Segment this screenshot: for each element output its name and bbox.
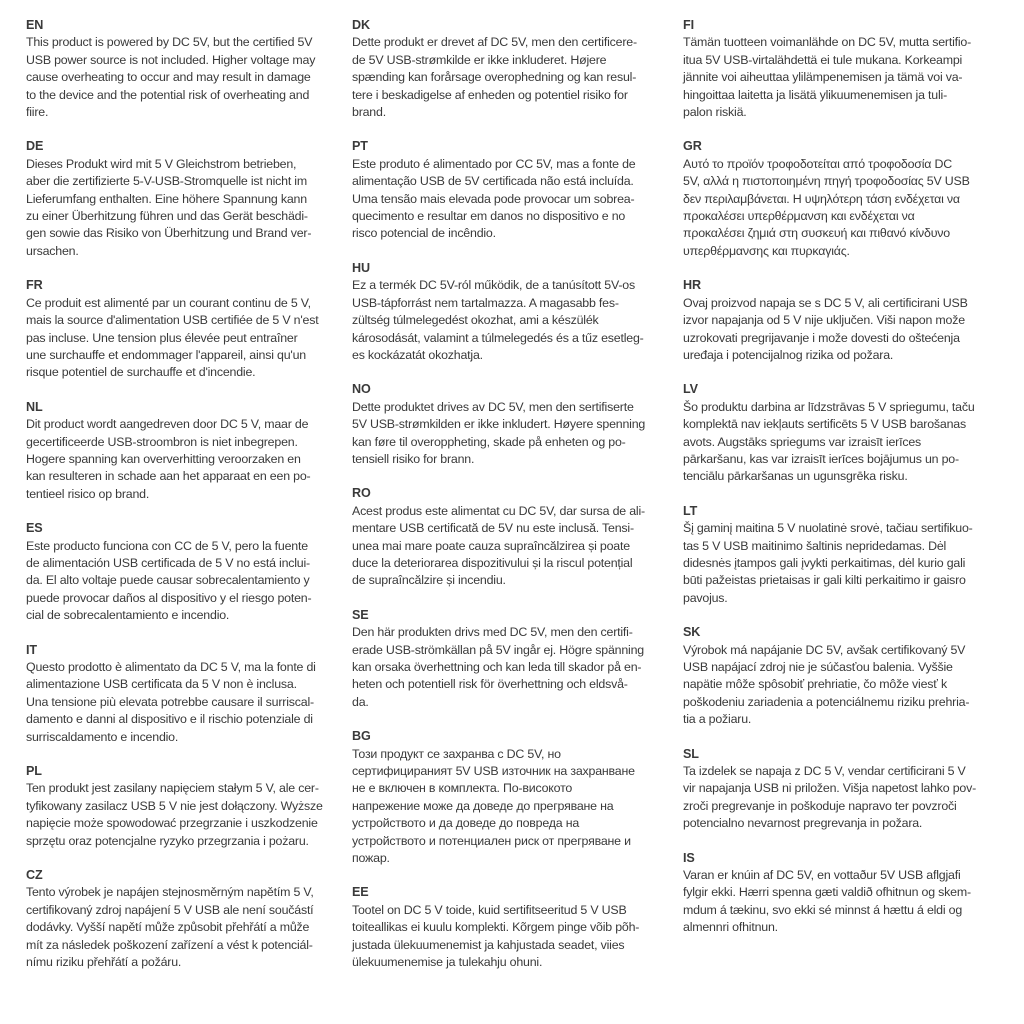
text-line: būti pažeistas prietaisas ir gali kilti perkaitimo ir gaisro: [683, 573, 966, 588]
language-section-fi: [683, 17, 1005, 121]
text-column-2: [352, 17, 674, 989]
text-line: gecertificeerde USB-stroombron is niet inbegrepen.: [26, 434, 298, 449]
text-line: puede provocar daños al dispositivo y el riesgo poten-: [26, 590, 312, 605]
text-line: vir napajanja USB ni priložen. Višja napetost lahko pov-: [683, 781, 977, 796]
text-line: mais la source d'alimentation USB certifiée de 5 V n'est: [26, 313, 319, 328]
text-line: da.: [352, 694, 369, 709]
text-line: устройството и потенциален риск от прегряване и: [352, 833, 631, 848]
text-line: uzrokovati pregrijavanje i može dovesti do oštećenja: [683, 330, 960, 345]
text-column-3: [683, 17, 1005, 954]
language-code-heading: BG: [352, 729, 371, 744]
text-line: napięcie może spowodować przegrzanie i uszkodzenie: [26, 816, 318, 831]
text-line: de alimentación USB certificada de 5 V no está inclui-: [26, 555, 310, 570]
text-line: fiire.: [26, 105, 49, 120]
text-line: brand.: [352, 105, 386, 120]
text-line: 5V USB-strømkilden er ikke inkludert. Høyere spenning: [352, 417, 646, 432]
text-line: pavojus.: [683, 590, 728, 605]
text-line: Ez a termék DC 5V-ról működik, de a tanúsított 5V-os: [352, 278, 635, 293]
language-section-es: [26, 520, 348, 624]
text-line: zu einer Überhitzung führen und das Gerät beschädi-: [26, 209, 308, 224]
language-code-heading: LT: [683, 503, 698, 518]
language-section-lt: [683, 503, 1005, 607]
language-code-heading: CZ: [26, 868, 43, 883]
text-line: erade USB-strömkällan på 5V ingår ej. Högre spänning: [352, 642, 644, 657]
text-line: USB napájací zdroj nie je súčasťou balenia. Vyššie: [683, 660, 953, 674]
text-line: hingoittaa laitetta ja lisätä ylikuumenemisen ja tuli-: [683, 87, 948, 102]
language-section-gr: [683, 138, 1005, 260]
text-line: justada ülekuumenemist ja kahjustada seadet, viies: [352, 937, 625, 952]
text-line: Lieferumfang enthalten. Eine höhere Spannung kann: [26, 191, 307, 206]
language-code-heading: EE: [352, 885, 369, 900]
text-line: ülekuumenemise ja tulekahju ohuni.: [352, 955, 543, 970]
text-line: zültség túlmelegedést okozhat, ami a készülék: [352, 313, 599, 328]
language-code-heading: SK: [683, 625, 701, 640]
text-line: damento e danni al dispositivo e il rischio potenziale di: [26, 712, 313, 727]
language-section-pl: [26, 763, 348, 850]
text-line: Tootel on DC 5 V toide, kuid sertifitseeritud 5 V USB: [352, 902, 627, 917]
text-line: es kockázatát okozhatja.: [352, 347, 483, 362]
text-line: ursachen.: [26, 243, 79, 258]
text-line: napätie môže spôsobiť prehriatie, čo môže viesť k: [683, 677, 947, 692]
text-line: Dette produktet drives av DC 5V, men den sertifiserte: [352, 399, 634, 414]
text-line: avots. Augstāks spriegums var izraisīt ierīces: [683, 434, 922, 449]
text-line: Ce produit est alimenté par un courant continu de 5 V,: [26, 295, 311, 310]
text-line: Αυτό το προϊόν τροφοδοτείται από τροφοδοσία DC: [683, 156, 953, 171]
text-line: quecimento e resultar em danos no dispositivo e no: [352, 209, 626, 224]
text-line: sprzętu oraz potencjalne ryzyko przegrzania i pożaru.: [26, 833, 309, 848]
text-line: mít za následek poškození zařízení a vést k potenciál-: [26, 937, 313, 952]
text-line: Tämän tuotteen voimanlähde on DC 5V, mutta sertifio-: [683, 35, 972, 50]
text-line: izvor napajanja od 5 V nije uključen. Viši napon može: [683, 313, 965, 328]
language-section-se: [352, 607, 674, 711]
text-line: пожар.: [352, 851, 390, 866]
text-line: alimentação USB de 5V certificada não está incluída.: [352, 174, 634, 189]
text-line: tentieel risico op brand.: [26, 486, 150, 501]
text-line: heten och potentiell risk för överhettning och eldsvå-: [352, 677, 628, 692]
text-line: didesnės įtampos gali įvykti perkaitimas, dėl kurio gali: [683, 555, 966, 570]
text-line: dodávky. Vyšší napětí může způsobit přehřátí a může: [26, 920, 310, 935]
text-line: Varan er knúin af DC 5V, en vottaður 5V USB aflgjafi: [683, 868, 961, 883]
language-section-hu: [352, 260, 674, 364]
text-line: δεν περιλαμβάνεται. Η υψηλότερη τάση ενδέχεται να: [683, 191, 960, 206]
text-line: Este producto funciona con CC de 5 V, pero la fuente: [26, 538, 308, 553]
text-line: certifikovaný zdroj napájení 5 V USB ale není součástí: [26, 902, 314, 917]
language-code-heading: IT: [26, 642, 37, 657]
language-code-heading: FI: [683, 18, 694, 32]
language-code-heading: EN: [26, 18, 44, 32]
language-section-is: [683, 850, 1005, 937]
language-section-dk: [352, 17, 674, 121]
text-column-1: [26, 17, 348, 989]
text-line: Den här produkten drivs med DC 5V, men den certifi-: [352, 625, 633, 640]
text-line: de 5V USB-strømkilde er ikke inkluderet. Højere: [352, 52, 607, 67]
text-line: pārkaršanu, kas var izraisīt ierīces bojājumus un po-: [683, 451, 959, 466]
text-line: προκαλέσει ζημιά στη συσκευή και πιθανό κίνδυνο: [683, 226, 950, 241]
language-code-heading: IS: [683, 850, 695, 865]
text-line: tere i beskadigelse af enheden og potentiel risiko for: [352, 87, 628, 102]
text-line: Este produto é alimentado por CC 5V, mas a fonte de: [352, 156, 636, 171]
language-code-heading: PL: [26, 764, 42, 779]
language-section-fr: [26, 277, 348, 381]
text-line: une surchauffe et endommager l'appareil, ainsi qu'un: [26, 347, 306, 362]
language-section-en: [26, 17, 348, 121]
text-line: surriscaldamento e incendio.: [26, 729, 179, 744]
text-line: tenciālu pārkaršanas un ugunsgrēka risku.: [683, 469, 908, 484]
text-line: palon riskiä.: [683, 105, 747, 120]
text-line: kan føre til overoppheting, skade på enheten og po-: [352, 434, 626, 449]
text-line: сертифицираният 5V USB източник на захранване: [352, 764, 635, 779]
text-line: Šo produktu darbina ar līdzstrāvas 5 V spriegumu, taču: [683, 399, 975, 414]
language-code-heading: ES: [26, 521, 43, 536]
language-code-heading: DE: [26, 139, 44, 154]
text-line: károsodását, valamint a túlmelegedés és a tűz esetleg-: [352, 330, 644, 345]
text-line: cial de sobrecalentamiento e incendio.: [26, 608, 230, 623]
text-line: Ta izdelek se napaja z DC 5 V, vendar certificirani 5 V: [683, 764, 966, 779]
text-line: устройството и да доведе до повреда на: [352, 816, 580, 831]
text-line: Tento výrobek je napájen stejnosměrným napětím 5 V,: [26, 885, 314, 900]
language-section-no: [352, 381, 674, 468]
text-line: jännite voi aiheuttaa ylilämpenemisen ja tämä voi va-: [683, 70, 963, 85]
text-line: toiteallikas ei kuulu komplekti. Kõrgem pinge võib põh-: [352, 920, 640, 935]
text-line: almennri ofhitnun.: [683, 920, 778, 935]
text-line: напрежение може да доведе до прегряване на: [352, 798, 614, 813]
language-code-heading: NL: [26, 399, 43, 414]
text-line: poškodeniu zariadenia a potenciálnemu riziku prehria-: [683, 694, 970, 709]
text-line: Výrobok má napájanie DC 5V, avšak certifikovaný 5V: [683, 642, 966, 657]
text-line: Този продукт се захранва с DC 5V, но: [352, 746, 561, 761]
language-section-nl: [26, 399, 348, 503]
text-line: uređaja i potencijalnog rizika od požara.: [683, 347, 894, 362]
text-line: zroči pregrevanje in poškoduje napravo ter povzroči: [683, 798, 957, 813]
language-code-heading: RO: [352, 486, 371, 501]
text-line: mentare USB certificată de 5V nu este inclusă. Tensi-: [352, 521, 634, 536]
language-code-heading: PT: [352, 139, 368, 154]
language-section-sl: [683, 746, 1005, 833]
language-section-lv: [683, 381, 1005, 485]
text-line: nímu riziku přehřátí a požáru.: [26, 955, 182, 970]
text-line: kan resulteren in schade aan het apparaat en een po-: [26, 469, 311, 484]
text-line: Uma tensão mais elevada pode provocar um sobrea-: [352, 191, 635, 206]
text-line: Questo prodotto è alimentato da DC 5 V, ma la fonte di: [26, 660, 316, 674]
text-line: cause overheating to occur and may result in damage: [26, 70, 311, 85]
language-code-heading: GR: [683, 139, 702, 154]
language-section-de: [26, 138, 348, 260]
language-section-ro: [352, 485, 674, 589]
text-line: tia a požiaru.: [683, 712, 752, 727]
text-line: duce la deteriorarea dispozitivului și la riscul potențial: [352, 555, 633, 570]
text-line: alimentazione USB certificata da 5 V non è inclusa.: [26, 677, 297, 692]
text-line: This product is powered by DC 5V, but the certified 5V: [26, 35, 313, 50]
language-code-heading: SL: [683, 746, 699, 761]
text-line: fylgir ekki. Hærri spenna gæti valdið ofhitnun og skem-: [683, 885, 971, 900]
text-line: не е включен в комплекта. По-високото: [352, 781, 573, 796]
text-line: Ten produkt jest zasilany napięciem stałym 5 V, ale cer-: [26, 781, 319, 796]
text-line: da. El alto voltaje puede causar sobrecalentamiento y: [26, 573, 310, 588]
text-line: tensiell risiko for brann.: [352, 451, 475, 466]
language-section-bg: [352, 728, 674, 867]
language-section-sk: [683, 624, 1005, 728]
text-line: risque potentiel de surchauffe et d'incendie.: [26, 365, 256, 380]
text-line: Ovaj proizvod napaja se s DC 5 V, ali certificirani USB: [683, 295, 968, 310]
text-line: kan orsaka överhettning och kan leda till skador på en-: [352, 660, 642, 674]
language-section-cz: [26, 867, 348, 971]
text-line: Una tensione più elevata potrebbe causare il surriscal-: [26, 694, 314, 709]
language-section-ee: [352, 884, 674, 971]
language-code-heading: FR: [26, 278, 43, 293]
text-line: itua 5V USB-virtalähdettä ei tule mukana. Korkeampi: [683, 52, 963, 67]
language-code-heading: HR: [683, 278, 701, 293]
language-code-heading: NO: [352, 382, 371, 397]
language-code-heading: DK: [352, 18, 370, 32]
text-line: USB-tápforrást nem tartalmazza. A magasabb fes-: [352, 295, 619, 310]
text-line: potencialno nevarnost pregrevanja in požara.: [683, 816, 923, 831]
text-line: Dette produkt er drevet af DC 5V, men den certificere-: [352, 35, 637, 50]
text-line: tyfikowany zasilacz USB 5 V nie jest dołączony. Wyższe: [26, 798, 323, 813]
text-line: komplektā nav iekļauts sertificēts 5 V USB barošanas: [683, 417, 966, 432]
text-line: προκαλέσει υπερθέρμανση και ενδέχεται να: [683, 209, 915, 224]
language-section-pt: [352, 138, 674, 242]
text-line: tas 5 V USB maitinimo šaltinis nepridedamas. Dėl: [683, 538, 947, 553]
text-line: mdum á tækinu, svo ekki sé minnst á hættu á eldi og: [683, 902, 963, 917]
language-code-heading: LV: [683, 382, 698, 397]
language-code-heading: HU: [352, 260, 370, 275]
text-line: Dit product wordt aangedreven door DC 5 V, maar de: [26, 417, 309, 432]
text-line: pas incluse. Une tension plus élevée peut entraîner: [26, 330, 298, 345]
text-line: USB power source is not included. Higher voltage may: [26, 52, 316, 67]
text-line: Dieses Produkt wird mit 5 V Gleichstrom betrieben,: [26, 156, 297, 171]
text-line: Šį gaminį maitina 5 V nuolatinė srovė, tačiau sertifikuo-: [683, 521, 973, 536]
text-line: risco potencial de incêndio.: [352, 226, 496, 241]
text-line: Hogere spanning kan oververhitting veroorzaken en: [26, 451, 301, 466]
text-line: de supraîncălzire și incendiu.: [352, 573, 506, 588]
text-line: gen sowie das Risiko von Überhitzung und Brand ver-: [26, 226, 312, 241]
language-section-it: [26, 642, 348, 746]
text-line: 5V, αλλά η πιστοποιημένη πηγή τροφοδοσίας 5V USB: [683, 174, 970, 189]
text-line: spænding kan forårsage overophedning og kan resul-: [352, 70, 637, 85]
language-section-hr: [683, 277, 1005, 364]
text-line: to the device and the potential risk of overheating and: [26, 87, 310, 102]
language-code-heading: SE: [352, 607, 369, 622]
text-line: unea mai mare poate cauza supraîncălzirea și poate: [352, 538, 630, 553]
text-line: aber die zertifizierte 5-V-USB-Stromquelle ist nicht im: [26, 174, 307, 189]
text-line: Acest produs este alimentat cu DC 5V, dar sursa de ali-: [352, 503, 645, 518]
text-line: υπερθέρμανσης και πυρκαγιάς.: [683, 243, 850, 258]
